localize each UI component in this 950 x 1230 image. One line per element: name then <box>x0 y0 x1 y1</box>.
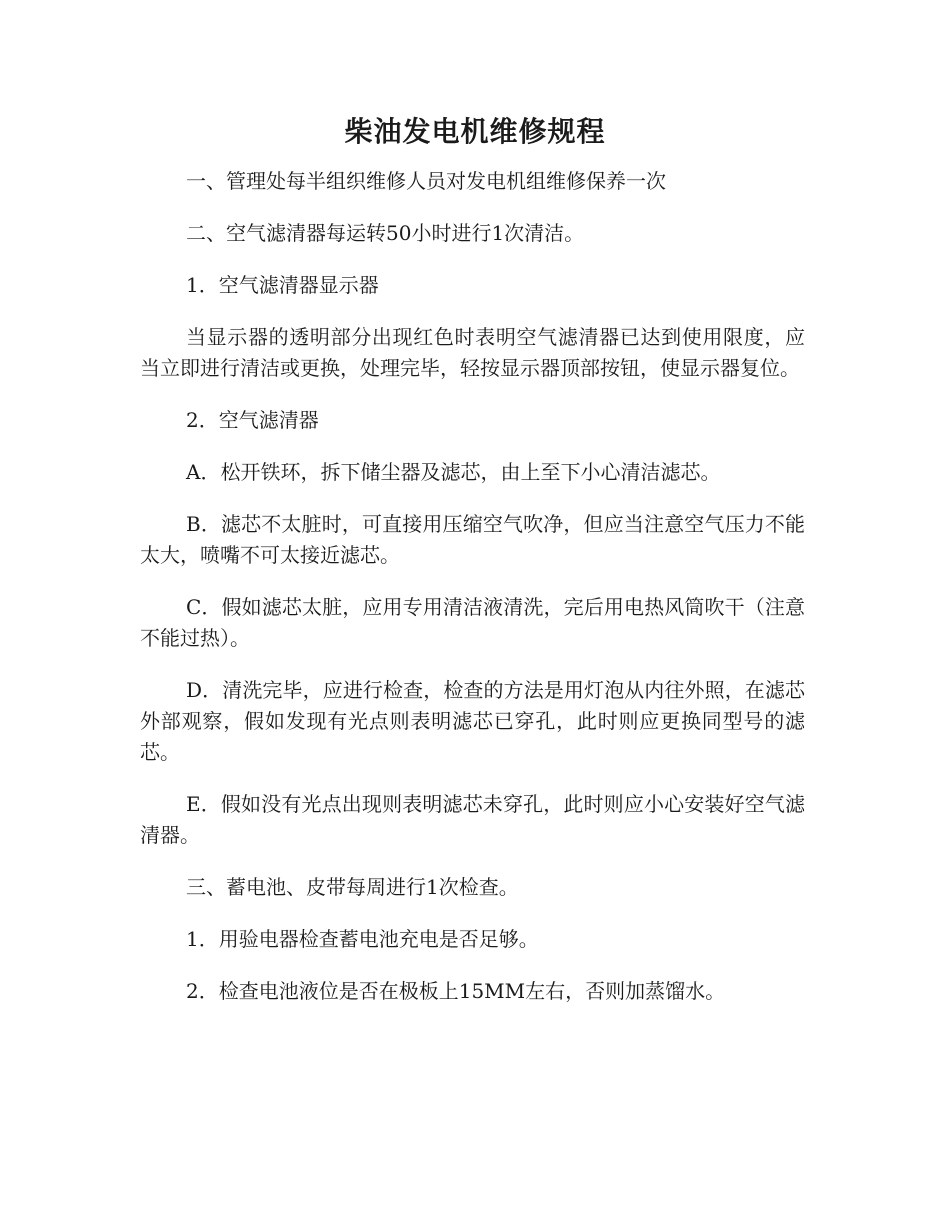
paragraph: 2．检查电池液位是否在极板上15MM左右，否则加蒸馏水。 <box>186 979 726 1003</box>
paragraph: 二、空气滤清器每运转50小时进行1次清洁。 <box>186 221 585 245</box>
paragraph: C．假如滤芯太脏，应用专用清洁液清洗，完后用电热风筒吹干（注意不能过热）。 <box>140 595 805 650</box>
paragraph: 三、蓄电池、皮带每周进行1次检查。 <box>186 875 519 899</box>
paragraph: D．清洗完毕，应进行检查，检查的方法是用灯泡从内往外照，在滤芯外部观察，假如发现有光点则表明滤芯已穿孔，此时则应更换同型号的滤芯。 <box>140 678 805 764</box>
paragraph: 一、管理处每半组织维修人员对发电机组维修保养一次 <box>186 169 666 193</box>
paragraph: 当显示器的透明部分出现红色时表明空气滤清器已达到使用限度，应当立即进行清洁或更换，处理完毕，轻按显示器顶部按钮，使显示器复位。 <box>140 325 805 380</box>
paragraph: 2．空气滤清器 <box>186 408 319 432</box>
paragraph: 1．空气滤清器显示器 <box>186 273 379 297</box>
document-title: 柴油发电机维修规程 <box>344 115 606 148</box>
paragraph: A．松开铁环，拆下储尘器及滤芯，由上至下小心清洁滤芯。 <box>186 460 721 484</box>
paragraph: E．假如没有光点出现则表明滤芯未穿孔，此时则应小心安装好空气滤清器。 <box>140 792 805 847</box>
document-body <box>140 166 805 1028</box>
paragraph: B．滤芯不太脏时，可直接用压缩空气吹净，但应当注意空气压力不能太大，喷嘴不可太接近滤芯。 <box>140 512 805 567</box>
paragraph: 1．用验电器检查蓄电池充电是否足够。 <box>186 927 539 951</box>
